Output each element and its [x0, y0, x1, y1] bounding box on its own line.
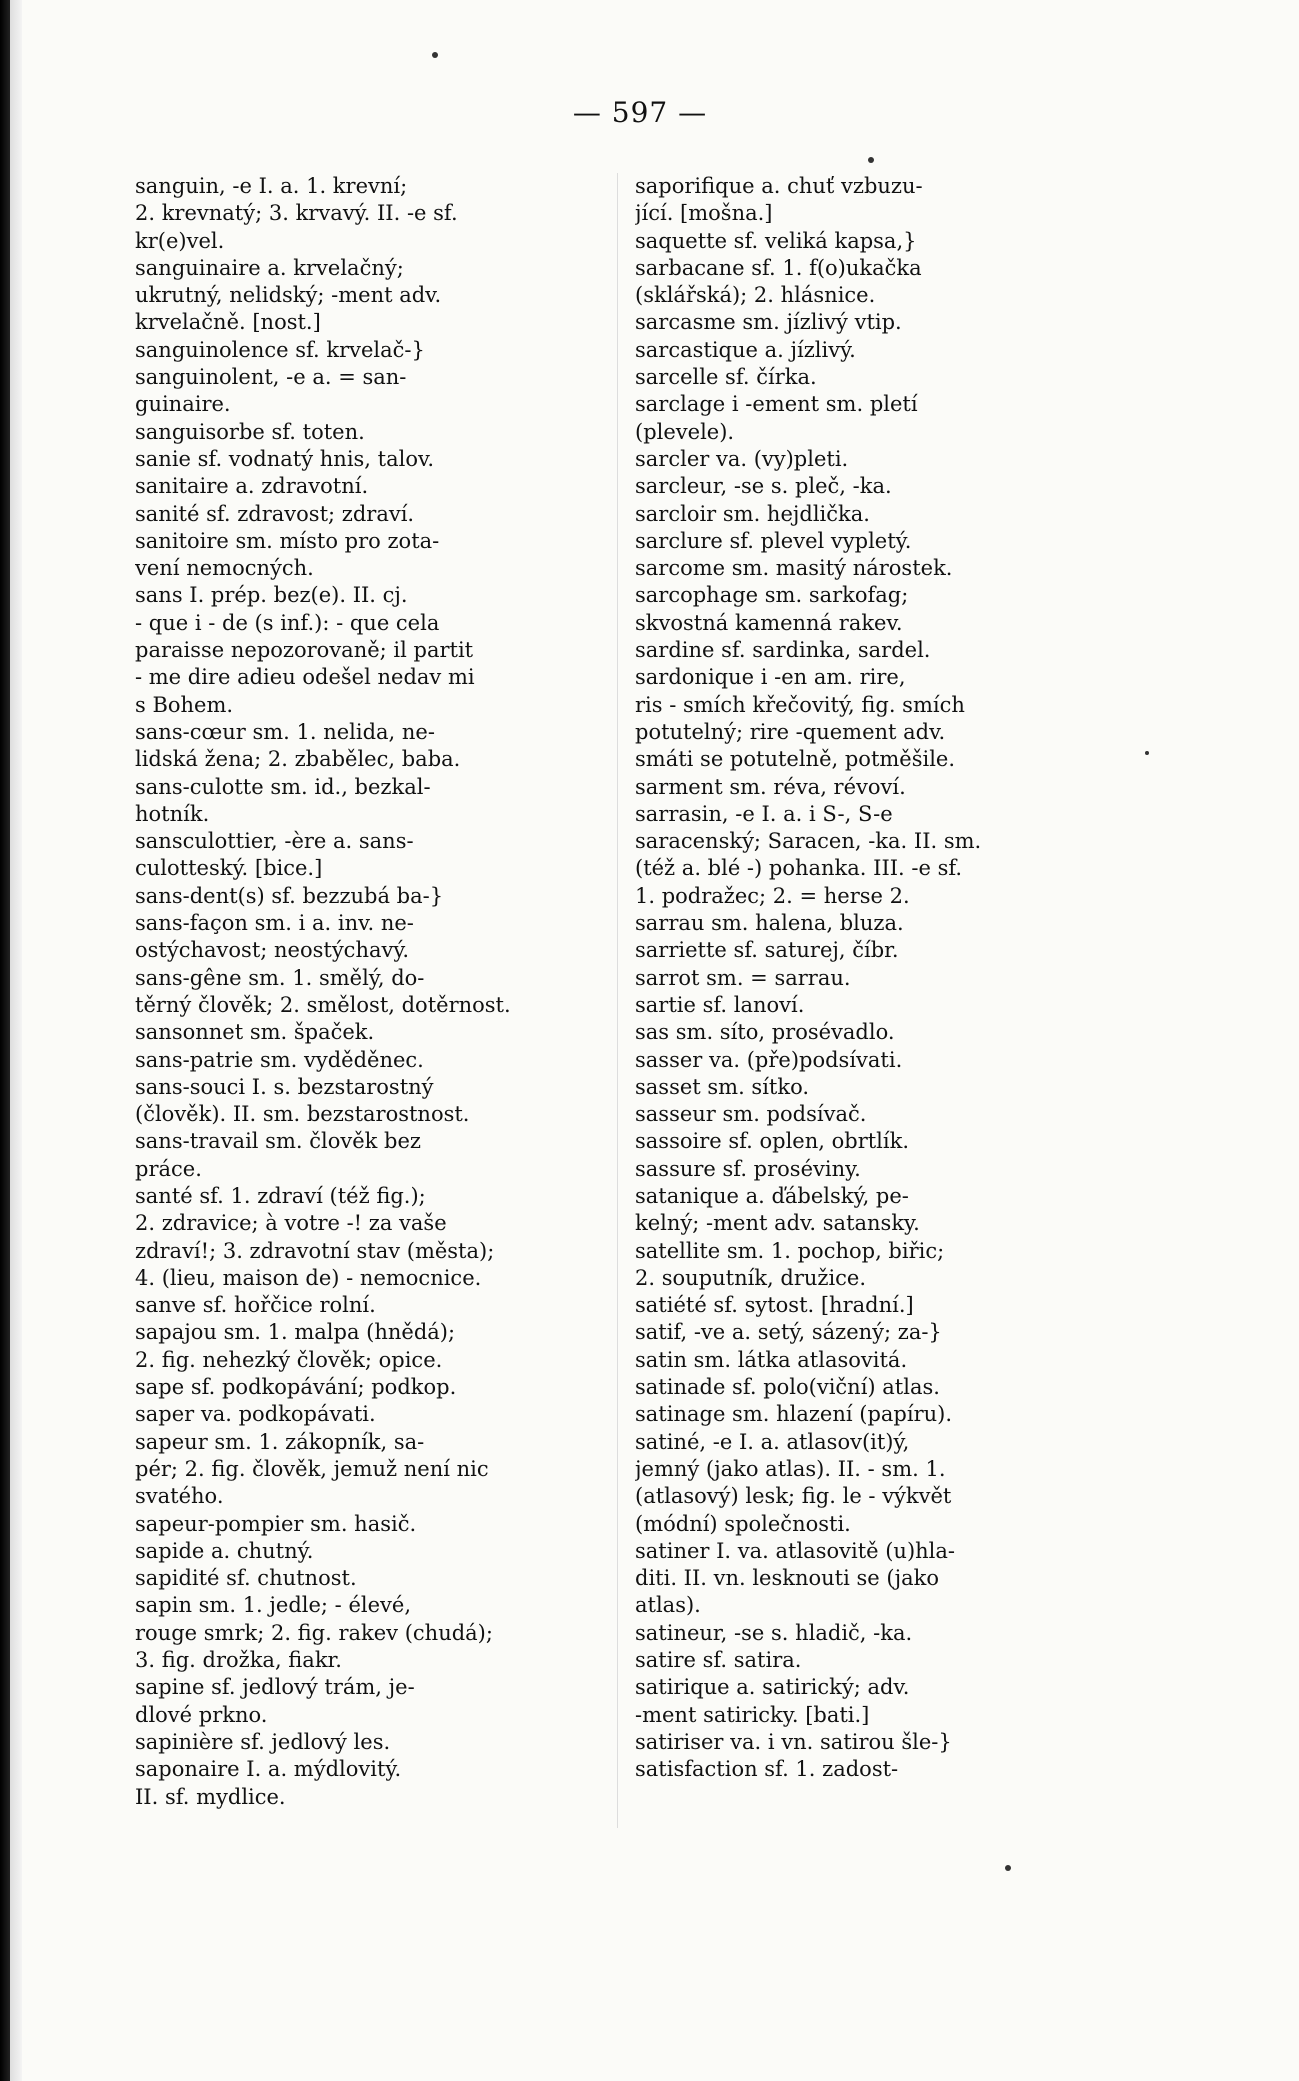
right-column-line: satinage sm. hlazení (papíru). — [635, 1402, 952, 1427]
right-column-line: jemný (jako atlas). II. - sm. 1. — [635, 1456, 946, 1481]
right-column-line: sarrau sm. halena, bluza. — [635, 911, 904, 936]
left-column-line: rouge smrk; 2. fig. rakev (chudá); — [135, 1620, 493, 1645]
left-column-line: vení nemocných. — [135, 556, 314, 581]
left-column-line: 2. zdravice; à votre -! za vaše — [135, 1211, 447, 1236]
book-gutter-edge — [0, 0, 22, 2081]
right-column-line: satiriser va. i vn. satirou šle-} — [635, 1729, 952, 1754]
left-column-line: sans-culotte sm. id., bezkal- — [135, 774, 431, 799]
right-column-line: (módní) společnosti. — [635, 1511, 851, 1536]
right-column-line: saquette sf. veliká kapsa,} — [635, 228, 917, 253]
right-column-line: -ment satiricky. [bati.] — [635, 1702, 870, 1727]
right-column-line: sas sm. síto, prosévadlo. — [635, 1020, 895, 1045]
right-dictionary-column — [635, 173, 1115, 1784]
right-column-line: (též a. blé -) pohanka. III. -e sf. — [635, 856, 963, 881]
left-column-line: sans-façon sm. i a. inv. ne- — [135, 911, 414, 936]
left-column-line: sanguinolent, -e a. = san- — [135, 365, 407, 390]
right-column-line: satin sm. látka atlasovitá. — [635, 1347, 908, 1372]
right-column-line: satiné, -e I. a. atlasov(it)ý, — [635, 1429, 910, 1454]
right-column-line: sarment sm. réva, révoví. — [635, 774, 906, 799]
right-column-line: satif, -ve a. setý, sázený; za-} — [635, 1320, 942, 1345]
left-column-line: sans I. prép. bez(e). II. cj. — [135, 583, 408, 608]
left-column-line: těrný člověk; 2. smělost, dotěrnost. — [135, 992, 511, 1017]
right-column-line: sasser va. (pře)podsívati. — [635, 1047, 903, 1072]
left-column-line: sanguin, -e I. a. 1. krevní; — [135, 174, 408, 198]
right-column-line: diti. II. vn. lesknouti se (jako — [635, 1566, 939, 1591]
left-column-line: svatého. — [135, 1484, 224, 1509]
left-column-line: kr(e)vel. — [135, 228, 225, 253]
right-column-line: sarrasin, -e I. a. i S-, S-e — [635, 801, 893, 826]
right-column-line: sarcler va. (vy)pleti. — [635, 446, 849, 471]
right-column-line: saporifique a. chuť vzbuzu- — [635, 174, 923, 198]
print-speck — [868, 157, 874, 163]
left-column-line: culotteský. [bice.] — [135, 856, 323, 881]
right-column-line: sarcome sm. masitý nárostek. — [635, 556, 953, 581]
left-column-line: sanguisorbe sf. toten. — [135, 419, 365, 444]
left-column-line: sanguinaire a. krvelačný; — [135, 255, 404, 280]
left-column-line: sanve sf. hořčice rolní. — [135, 1293, 376, 1318]
right-column-line: sartie sf. lanoví. — [635, 992, 805, 1017]
right-column-line: satiété sf. sytost. [hradní.] — [635, 1293, 914, 1318]
left-column-line: sapeur-pompier sm. hasič. — [135, 1511, 417, 1536]
right-column-line: sarcasme sm. jízlivý vtip. — [635, 310, 902, 335]
right-column-line: potutelný; rire -quement adv. — [635, 719, 946, 744]
left-column-line: sans-patrie sm. vyděděnec. — [135, 1047, 424, 1072]
right-column-line: saracenský; Saracen, -ka. II. sm. — [635, 829, 982, 854]
left-column-line: sape sf. podkopávání; podkop. — [135, 1375, 457, 1400]
right-column-line: sarcastique a. jízlivý. — [635, 337, 856, 362]
left-column-line: sanguinolence sf. krvelač-} — [135, 337, 425, 362]
left-column-line: - me dire adieu odešel nedav mi — [135, 665, 475, 690]
left-column-line: II. sf. mydlice. — [135, 1784, 286, 1809]
right-column-line: sarcleur, -se s. pleč, -ka. — [635, 474, 892, 499]
right-column-line: sarcophage sm. sarkofag; — [635, 583, 909, 608]
right-column-line: 1. podražec; 2. = herse 2. — [635, 883, 910, 908]
left-column-line: hotník. — [135, 801, 210, 826]
left-column-line: sanie sf. vodnatý hnis, talov. — [135, 446, 435, 471]
left-column-line: sans-cœur sm. 1. nelida, ne- — [135, 719, 435, 744]
left-column-line: santé sf. 1. zdraví (též fig.); — [135, 1183, 426, 1208]
left-column-line: lidská žena; 2. zbabělec, baba. — [135, 747, 461, 772]
right-column-line: sarriette sf. saturej, číbr. — [635, 938, 899, 963]
left-column-line: krvelačně. [nost.] — [135, 310, 321, 335]
page-number: — 597 — — [572, 96, 708, 129]
left-column-line: paraisse nepozorovaně; il partit — [135, 638, 474, 663]
left-column-line: sapajou sm. 1. malpa (hnědá); — [135, 1320, 456, 1345]
left-column-line: sanitaire a. zdravotní. — [135, 474, 369, 499]
right-column-line: 2. souputník, družice. — [635, 1265, 867, 1290]
left-column-line: sansonnet sm. špaček. — [135, 1020, 375, 1045]
right-column-line: satanique a. ďábelský, pe- — [635, 1183, 909, 1208]
right-column-line: sarrot sm. = sarrau. — [635, 965, 851, 990]
right-column-line: ris - smích křečovitý, fig. smích — [635, 692, 965, 717]
left-column-line: sansculottier, -ère a. sans- — [135, 829, 414, 854]
left-column-line: dlové prkno. — [135, 1702, 268, 1727]
left-column-line: 2. krevnatý; 3. krvavý. II. -e sf. — [135, 201, 458, 226]
right-column-line: satiner I. va. atlasovitě (u)hla- — [635, 1538, 956, 1563]
column-divider — [617, 173, 618, 1828]
left-column-line: saponaire I. a. mýdlovitý. — [135, 1757, 402, 1782]
left-column-line: guinaire. — [135, 392, 231, 417]
right-column-line: satinade sf. polo(viční) atlas. — [635, 1375, 940, 1400]
left-column-line: saper va. podkopávati. — [135, 1402, 376, 1427]
left-column-line: 2. fig. nehezký člověk; opice. — [135, 1347, 443, 1372]
left-column-line: sapinière sf. jedlový les. — [135, 1729, 391, 1754]
right-column-line: sardine sf. sardinka, sardel. — [635, 638, 931, 663]
right-column-line: skvostná kamenná rakev. — [635, 610, 903, 635]
left-column-line: sapine sf. jedlový trám, je- — [135, 1675, 415, 1700]
left-column-line: sapeur sm. 1. zákopník, sa- — [135, 1429, 425, 1454]
left-column-line: ostýchavost; neostýchavý. — [135, 938, 410, 963]
right-column-line: satineur, -se s. hladič, -ka. — [635, 1620, 913, 1645]
right-column-line: sardonique i -en am. rire, — [635, 665, 906, 690]
left-column-line: zdraví!; 3. zdravotní stav (města); — [135, 1238, 495, 1263]
right-column-line: satisfaction sf. 1. zadost- — [635, 1757, 899, 1782]
right-column-line: sarcloir sm. hejdlička. — [635, 501, 870, 526]
right-column-line: sarcelle sf. čírka. — [635, 365, 817, 390]
right-column-line: sarclure sf. plevel vypletý. — [635, 528, 912, 553]
left-column-line: sans-gêne sm. 1. smělý, do- — [135, 965, 425, 990]
right-column-line: sarbacane sf. 1. f(o)ukačka — [635, 255, 922, 280]
left-column-line: sanité sf. zdravost; zdraví. — [135, 501, 415, 526]
print-speck — [1005, 1865, 1011, 1871]
right-column-line: sassoire sf. oplen, obrtlík. — [635, 1129, 910, 1154]
left-dictionary-column — [135, 173, 615, 1811]
left-column-line: sans-travail sm. člověk bez — [135, 1129, 421, 1154]
left-column-line: sapide a. chutný. — [135, 1538, 314, 1563]
right-column-line: kelný; -ment adv. satansky. — [635, 1211, 920, 1236]
left-column-line: ukrutný, nelidský; -ment adv. — [135, 283, 442, 308]
left-column-line: sans-souci I. s. bezstarostný — [135, 1074, 434, 1099]
left-column-line: pér; 2. fig. člověk, jemuž není nic — [135, 1456, 489, 1481]
print-speck — [1145, 751, 1149, 755]
right-column-line: sassure sf. proséviny. — [635, 1156, 861, 1181]
right-column-line: (atlasový) lesk; fig. le - výkvět — [635, 1484, 952, 1509]
right-column-line: satirique a. satirický; adv. — [635, 1675, 910, 1700]
left-column-line: sapidité sf. chutnost. — [135, 1566, 357, 1591]
left-column-line: - que i - de (s inf.): - que cela — [135, 610, 440, 635]
left-column-line: (člověk). II. sm. bezstarostnost. — [135, 1102, 470, 1127]
print-speck — [432, 52, 438, 58]
right-column-line: sasset sm. sítko. — [635, 1074, 810, 1099]
left-column-line: s Bohem. — [135, 692, 234, 717]
left-column-line: 3. fig. drožka, fiakr. — [135, 1648, 342, 1673]
right-column-line: smáti se potutelně, potměšile. — [635, 747, 956, 772]
right-column-line: jící. [mošna.] — [635, 201, 773, 226]
left-column-line: sanitoire sm. místo pro zota- — [135, 528, 440, 553]
left-column-line: práce. — [135, 1156, 202, 1181]
left-column-line: sans-dent(s) sf. bezzubá ba-} — [135, 883, 444, 908]
left-column-line: sapin sm. 1. jedle; - élevé, — [135, 1593, 411, 1618]
left-column-line: 4. (lieu, maison de) - nemocnice. — [135, 1265, 482, 1290]
right-column-line: sasseur sm. podsívač. — [635, 1102, 867, 1127]
right-column-line: satire sf. satira. — [635, 1648, 802, 1673]
right-column-line: (sklářská); 2. hlásnice. — [635, 283, 876, 308]
right-column-line: satellite sm. 1. pochop, biřic; — [635, 1238, 945, 1263]
right-column-line: (plevele). — [635, 419, 735, 444]
right-column-line: sarclage i -ement sm. pletí — [635, 392, 918, 417]
right-column-line: atlas). — [635, 1593, 701, 1618]
